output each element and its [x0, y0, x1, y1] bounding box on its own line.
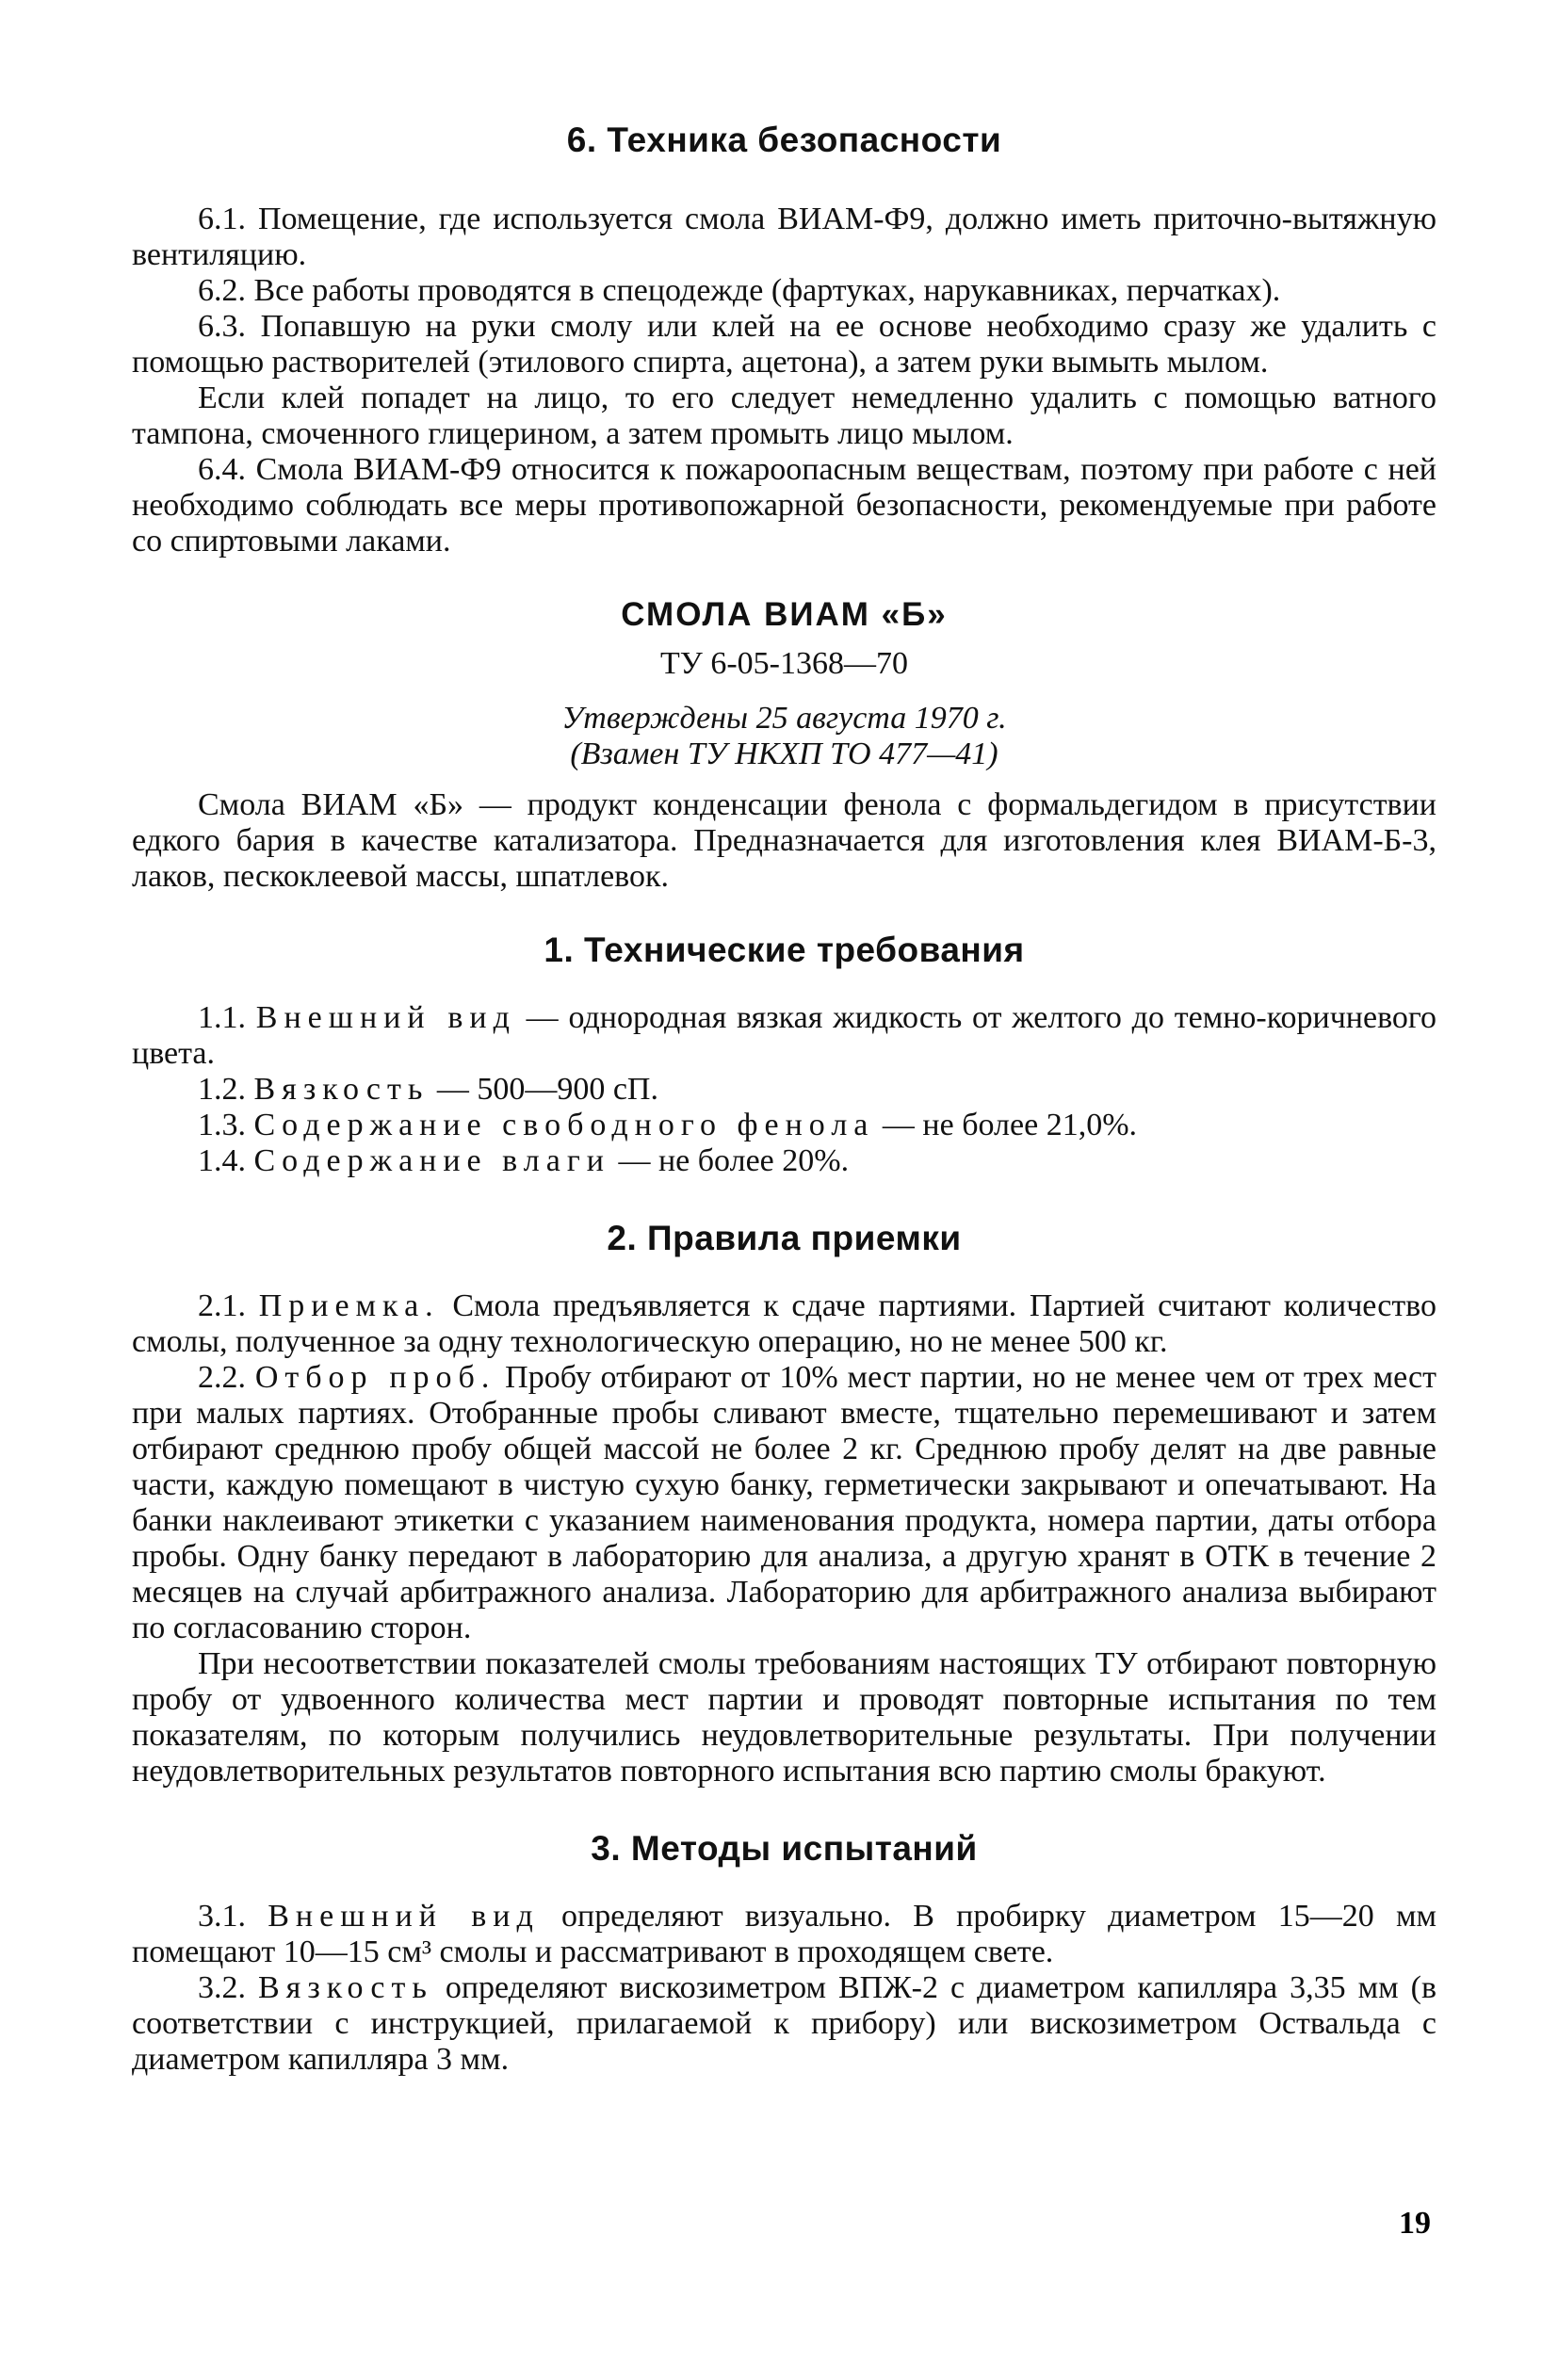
paragraph-2-retest: При несоответствии показателей смолы требованиям настоящих ТУ отбирают повторную пробу от удвоенного количества мест партии и проводят повторные испытания по тем показателям, по которым получились неудовлетворительные результаты. При получении неудовлетворительных результатов повторного испытания всю партию смолы бракуют. — [132, 1646, 1436, 1789]
item-1-4: 1.4. Содержание влаги — не более 20%. — [198, 1143, 850, 1178]
tu-number: ТУ 6-05-1368—70 — [660, 646, 908, 681]
term: Вязкость — [253, 1072, 430, 1107]
paragraph-6-3: 6.3. Попавшую на руки смолу или клей на ее основе необходимо сразу же удалить с помощью растворителей (этилового спирта, ацетона), а затем руки вымыть мылом. — [132, 309, 1436, 380]
section-2-heading: 2. Правила приемки — [607, 1219, 962, 1257]
item-2-2: 2.2. Отбор проб. Пробу отбирают от 10% мест партии, но не менее чем от трех мест при малых партиях. Отобранные пробы сливают вместе, тщательно перемешивают и затем отбирают среднюю пробу общей массой не более 2 кг. Среднюю пробу делят на две равные части, каждую помещают в чистую сухую банку, герметически закрывают и опечатывают. На банки наклеивают этикетки с указанием наименования продукта, номера партии, даты отбора пробы. Одну банку передают в лабораторию для анализа, а другую хранят в ОТК в течение 2 месяцев на случай арбитражного анализа. Лабораторию для арбитражного анализа выбирают по согласованию сторон. — [132, 1360, 1437, 1645]
replaces-note: (Взамен ТУ НКХП ТО 477—41) — [570, 737, 998, 771]
document-page — [132, 122, 1436, 2078]
term: Внешний вид — [255, 1000, 516, 1035]
paragraph-6-1: 6.1. Помещение, где используется смола ВИАМ-Ф9, должно иметь приточно-вытяжную вентиляцию. — [132, 202, 1436, 272]
item-1-2: 1.2. Вязкость — 500—900 сП. — [198, 1072, 658, 1107]
paragraph-6-4: 6.4. Смола ВИАМ-Ф9 относится к пожароопасным веществам, поэтому при работе с ней необходимо соблюдать все меры противопожарной безопасности, рекомендуемые при работе со спиртовыми лаками. — [132, 452, 1436, 559]
item-1-1: 1.1. Внешний вид — однородная вязкая жидкость от желтого до темно-коричневого цвета. — [132, 1000, 1437, 1071]
approval-date: Утверждены 25 августа 1970 г. — [561, 701, 1007, 736]
term: Вязкость — [258, 1970, 433, 2005]
paragraph-6-2: 6.2. Все работы проводятся в спецодежде (фартуках, нарукавниках, перчатках). — [198, 273, 1281, 308]
term: Содержание влаги — [253, 1143, 610, 1178]
section-3-heading: 3. Методы испытаний — [591, 1829, 978, 1868]
item-2-1: 2.1. Приемка. Смола предъявляется к сдаче партиями. Партией считают количество смолы, полученное за одну технологическую операцию, но не менее 500 кг. — [132, 1288, 1437, 1359]
item-3-2: 3.2. Вязкость определяют вискозиметром ВПЖ-2 с диаметром капилляра 3,35 мм (в соответствии с инструкцией, прилагаемой к прибору) или вискозиметром Оствальда с диаметром капилляра 3 мм. — [132, 1970, 1436, 2077]
section-1-heading: 1. Технические требования — [544, 931, 1025, 969]
resin-intro: Смола ВИАМ «Б» — продукт конденсации фенола с формальдегидом в присутствии едкого бария в качестве катализатора. Предназначается для изготовления клея ВИАМ-Б-3, лаков, пескоклеевой массы, шпатлевок. — [132, 787, 1436, 894]
paragraph-6-3-face: Если клей попадет на лицо, то его следует немедленно удалить с помощью ватного тампона, смоченного глицерином, а затем промыть лицо мылом. — [132, 380, 1436, 451]
term: Отбор проб. — [254, 1360, 496, 1395]
item-3-1: 3.1. Внешний вид определяют визуально. В пробирку диаметром 15—20 мм помещают 10—15 см³ смолы и рассматривают в проходящем свете. — [132, 1899, 1436, 1969]
page-number: 19 — [1399, 2206, 1431, 2241]
item-1-3: 1.3. Содержание свободного фенола — не более 21,0%. — [198, 1108, 1138, 1142]
term: Внешний вид — [268, 1899, 540, 1934]
term: Приемка. — [258, 1288, 440, 1323]
resin-title: СМОЛА ВИАМ «Б» — [621, 596, 948, 633]
term: Содержание свободного фенола — [253, 1108, 875, 1142]
section-6-heading: 6. Техника безопасности — [566, 121, 1002, 159]
